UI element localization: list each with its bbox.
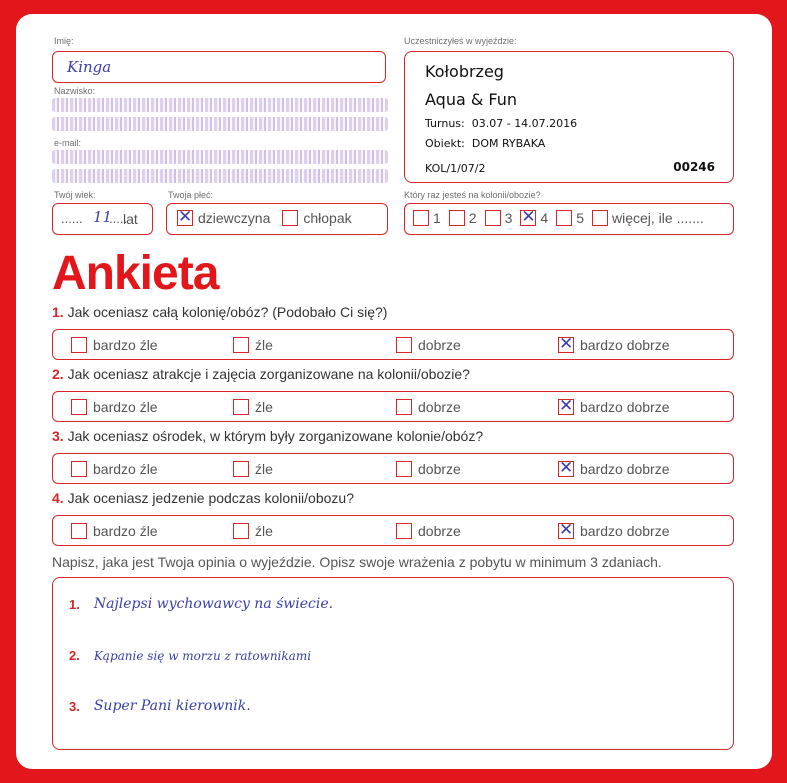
turnus-value: 03.07 - 14.07.2016 xyxy=(471,117,578,130)
times-option[interactable] xyxy=(449,210,477,226)
rating-option[interactable] xyxy=(71,399,158,415)
rating-option[interactable] xyxy=(558,334,670,354)
question-title xyxy=(52,428,483,444)
object-value: DOM RYBAKA xyxy=(471,137,546,150)
email-redacted-2 xyxy=(52,169,388,183)
turnus-label: Turnus: xyxy=(425,117,465,130)
rating-option[interactable] xyxy=(558,520,670,540)
question-number: 1. xyxy=(52,304,64,320)
page-title: Ankieta xyxy=(52,247,219,300)
gender-option-label: chłopak xyxy=(303,210,352,226)
camp-name: Aqua & Fun xyxy=(425,90,518,109)
rating-checkbox[interactable] xyxy=(396,523,412,539)
rating-option-label: źle xyxy=(255,399,273,415)
rating-checkbox[interactable] xyxy=(558,396,574,416)
email-label: e-mail: xyxy=(54,138,82,148)
rating-option-label: źle xyxy=(255,523,273,539)
age-field[interactable] xyxy=(52,203,153,235)
times-checkbox[interactable] xyxy=(592,210,608,226)
times-field xyxy=(404,203,734,235)
rating-option[interactable] xyxy=(558,458,670,478)
rating-checkbox[interactable] xyxy=(558,334,574,354)
rating-option[interactable] xyxy=(396,399,461,415)
times-option[interactable] xyxy=(556,210,584,226)
question-text: Jak oceniasz całą kolonię/obóz? (Podobało Ci się?) xyxy=(67,304,388,320)
rating-option[interactable] xyxy=(396,461,461,477)
rating-checkbox[interactable] xyxy=(71,461,87,477)
question-number: 3. xyxy=(52,428,64,444)
surname-label: Nazwisko: xyxy=(54,86,96,96)
gender-option-label: dziewczyna xyxy=(198,210,271,226)
checkmark-icon: ✕ xyxy=(178,207,193,227)
times-label: Który raz jesteś na kolonii/obozie? xyxy=(404,190,541,200)
rating-checkbox[interactable] xyxy=(71,337,87,353)
rating-option[interactable] xyxy=(71,523,158,539)
rating-option-label: źle xyxy=(255,337,273,353)
rating-option[interactable] xyxy=(71,337,158,353)
rating-option-label: bardzo dobrze xyxy=(580,461,670,477)
times-option[interactable] xyxy=(520,207,549,227)
rating-row xyxy=(52,391,734,422)
rating-option-label: bardzo dobrze xyxy=(580,399,670,415)
times-option-label: 5 xyxy=(576,210,584,226)
opinion-prompt: Napisz, jaka jest Twoja opinia o wyjeździe. Opisz swoje wrażenia z pobytu w minimum 3 zdaniach. xyxy=(52,554,662,570)
rating-option[interactable] xyxy=(233,523,273,539)
rating-checkbox[interactable] xyxy=(558,520,574,540)
camp-turnus xyxy=(425,117,577,130)
rating-option-label: bardzo dobrze xyxy=(580,337,670,353)
opinion-answer-text: Super Pani kierownik. xyxy=(93,698,251,714)
age-value: 11 xyxy=(93,208,113,226)
times-option[interactable] xyxy=(592,210,704,226)
age-label: Twój wiek: xyxy=(54,190,96,200)
surname-redacted-2 xyxy=(52,117,388,131)
rating-checkbox[interactable] xyxy=(71,399,87,415)
rating-option[interactable] xyxy=(396,337,461,353)
rating-checkbox[interactable] xyxy=(233,523,249,539)
gender-option[interactable] xyxy=(282,210,351,226)
rating-option[interactable] xyxy=(233,461,273,477)
gender-label: Twoja płeć: xyxy=(168,190,214,200)
question-title xyxy=(52,490,354,506)
times-option-label: więcej, ile ....... xyxy=(611,210,704,226)
name-value: Kinga xyxy=(67,58,112,76)
rating-option-label: bardzo źle xyxy=(93,337,158,353)
rating-option-label: dobrze xyxy=(418,399,461,415)
rating-option-label: bardzo dobrze xyxy=(580,523,670,539)
opinion-answer-number: 3. xyxy=(69,698,80,714)
rating-option-label: dobrze xyxy=(418,523,461,539)
age-dots-2: ..... xyxy=(109,211,128,226)
question-number: 2. xyxy=(52,366,64,382)
rating-checkbox[interactable] xyxy=(71,523,87,539)
rating-option[interactable] xyxy=(233,337,273,353)
name-field[interactable] xyxy=(52,51,386,83)
rating-checkbox[interactable] xyxy=(233,337,249,353)
opinion-answer-text: Kąpanie się w morzu z ratownikami xyxy=(93,648,312,663)
times-option-label: 1 xyxy=(433,210,441,226)
rating-checkbox[interactable] xyxy=(396,399,412,415)
camp-number: 00246 xyxy=(673,160,715,174)
rating-option[interactable] xyxy=(233,399,273,415)
opinion-box[interactable] xyxy=(52,577,734,750)
rating-option[interactable] xyxy=(396,523,461,539)
question-number: 4. xyxy=(52,490,64,506)
email-redacted xyxy=(52,150,388,164)
times-checkbox[interactable] xyxy=(413,210,429,226)
gender-checkbox[interactable] xyxy=(177,207,193,227)
rating-row xyxy=(52,453,734,484)
question-text: Jak oceniasz ośrodek, w którym były zorganizowane kolonie/obóz? xyxy=(67,428,484,444)
times-option[interactable] xyxy=(485,210,513,226)
checkmark-icon: ✕ xyxy=(559,458,574,478)
surname-redacted xyxy=(52,98,388,112)
rating-checkbox[interactable] xyxy=(558,458,574,478)
rating-option-label: dobrze xyxy=(418,461,461,477)
times-option-label: 3 xyxy=(504,210,513,226)
rating-checkbox[interactable] xyxy=(396,337,412,353)
gender-option[interactable] xyxy=(177,207,271,227)
survey-sheet xyxy=(16,14,772,769)
opinion-answer xyxy=(69,698,251,714)
opinion-answer-number: 1. xyxy=(69,596,80,612)
camp-info-box xyxy=(404,51,734,183)
rating-option[interactable] xyxy=(71,461,158,477)
age-dots: ...... xyxy=(61,211,83,226)
rating-checkbox[interactable] xyxy=(233,461,249,477)
question-text: Jak oceniasz atrakcje i zajęcia zorganizowane na kolonii/obozie? xyxy=(67,366,470,382)
name-label: Imię: xyxy=(54,36,74,46)
rating-option[interactable] xyxy=(558,396,670,416)
rating-option-label: dobrze xyxy=(418,337,461,353)
gender-checkbox[interactable] xyxy=(282,210,298,226)
opinion-answer xyxy=(69,596,333,612)
checkmark-icon: ✕ xyxy=(559,520,574,540)
times-checkbox[interactable] xyxy=(520,207,536,227)
checkmark-icon: ✕ xyxy=(559,396,574,416)
rating-option-label: bardzo źle xyxy=(93,523,158,539)
question-title xyxy=(52,304,387,320)
times-options xyxy=(413,207,704,227)
times-checkbox[interactable] xyxy=(485,210,501,226)
times-checkbox[interactable] xyxy=(449,210,465,226)
camp-code: KOL/1/07/2 xyxy=(425,162,486,175)
rating-checkbox[interactable] xyxy=(396,461,412,477)
gender-field xyxy=(166,203,388,235)
trip-label: Uczestniczyłeś w wyjeździe: xyxy=(404,36,517,46)
rating-row xyxy=(52,515,734,546)
times-option-label: 4 xyxy=(540,210,549,226)
rating-option-label: bardzo źle xyxy=(93,461,158,477)
question-text: Jak oceniasz jedzenie podczas kolonii/obozu? xyxy=(67,490,354,506)
times-checkbox[interactable] xyxy=(556,210,572,226)
times-option[interactable] xyxy=(413,210,441,226)
opinion-answer-text: Najlepsi wychowawcy na świecie. xyxy=(93,596,334,612)
object-label: Obiekt: xyxy=(425,137,465,150)
checkmark-icon: ✕ xyxy=(521,207,536,227)
rating-row xyxy=(52,329,734,360)
checkmark-icon: ✕ xyxy=(559,334,574,354)
opinion-answer-number: 2. xyxy=(69,648,80,663)
opinion-answer xyxy=(69,648,311,663)
rating-option-label: bardzo źle xyxy=(93,399,158,415)
camp-object xyxy=(425,137,545,150)
gender-options xyxy=(177,207,352,227)
rating-checkbox[interactable] xyxy=(233,399,249,415)
age-suffix: lat xyxy=(123,211,138,227)
camp-city: Kołobrzeg xyxy=(425,62,504,81)
question-title xyxy=(52,366,470,382)
times-option-label: 2 xyxy=(468,210,477,226)
rating-option-label: źle xyxy=(255,461,273,477)
